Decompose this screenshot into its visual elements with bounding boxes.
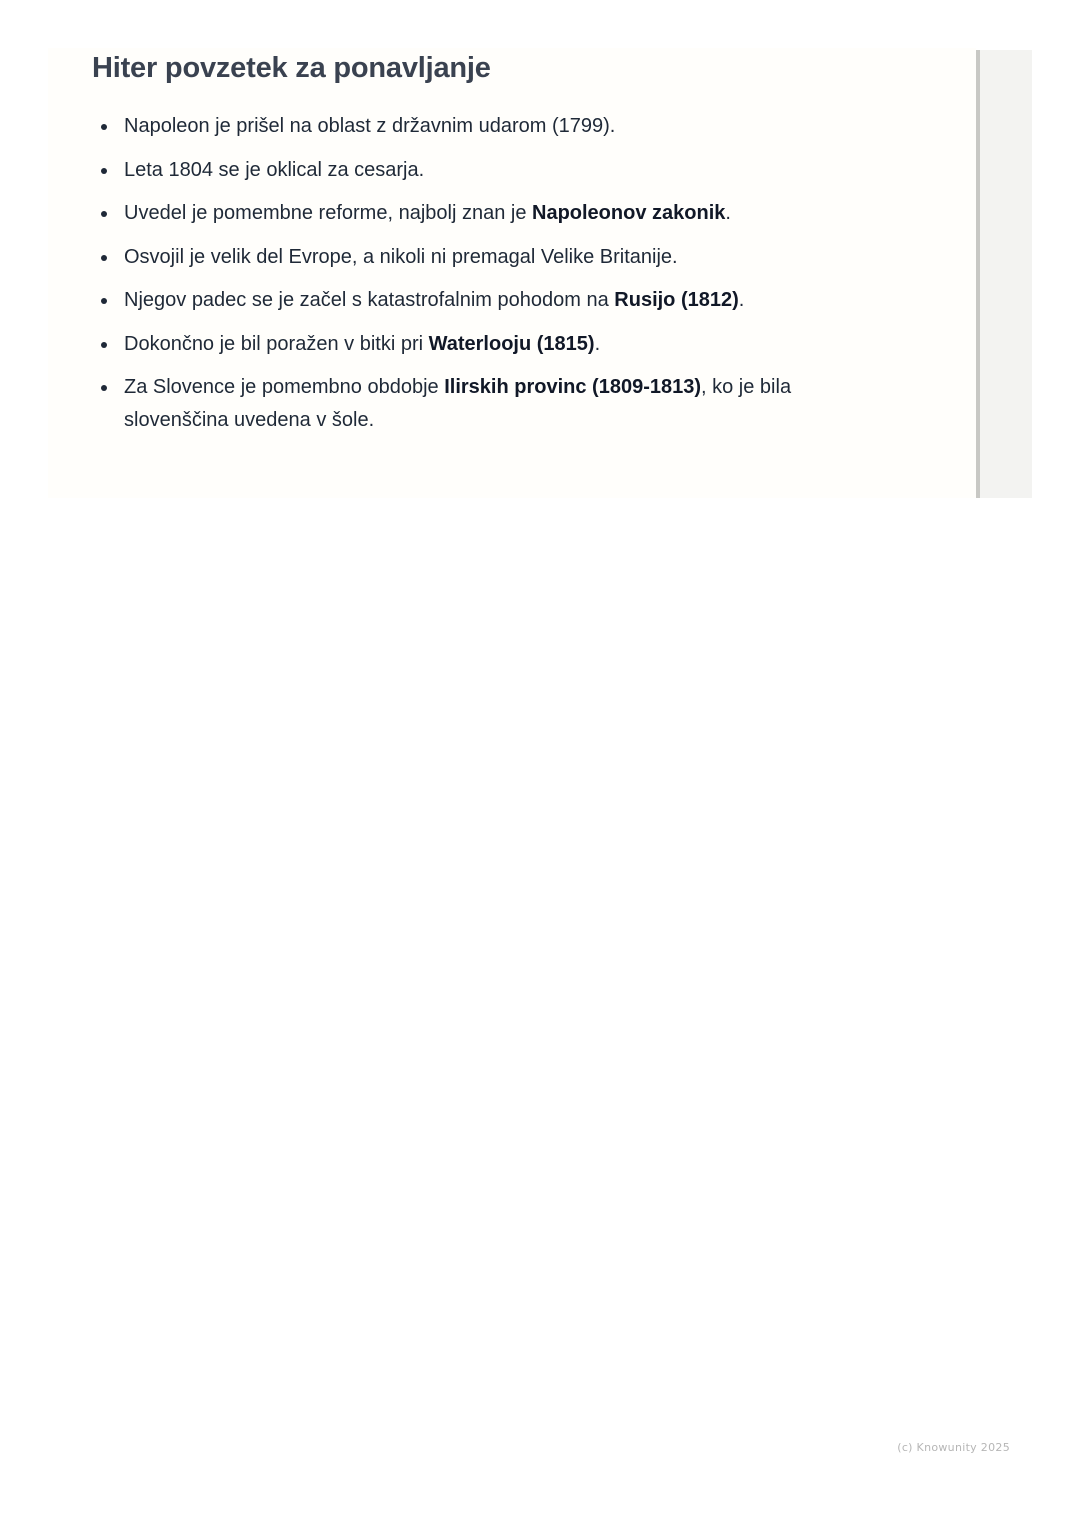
summary-list (92, 110, 812, 448)
list-item (92, 328, 812, 361)
bullet-highlight: Napoleonov zakonik (532, 202, 726, 224)
list-item (92, 154, 812, 187)
copyright-footer: (c) Knowunity 2025 (897, 1441, 1010, 1454)
bullet-text: Za Slovence je pomembno obdobje (124, 376, 445, 398)
bullet-text: , ko je bila slovenščina uvedena v šole. (124, 376, 792, 431)
bullet-text: Njegov padec se je začel s katastrofalnim pohodom na (124, 289, 615, 311)
bullet-text: Leta 1804 se je oklical za cesarja. (124, 158, 425, 181)
bullet-text: Napoleon je prišel na oblast z državnim udarom (1799). (124, 115, 616, 137)
bullet-text: . (594, 332, 601, 355)
summary-box (48, 48, 976, 498)
summary-title: Hiter povzetek za ponavljanje (92, 52, 491, 84)
list-item (92, 197, 812, 230)
bullet-text: Dokončno je bil poražen v bitki pri (124, 332, 429, 355)
list-item (92, 371, 812, 437)
side-panel (976, 50, 1032, 498)
list-item (92, 110, 812, 143)
list-item (92, 241, 812, 274)
bullet-highlight: Waterlooju (1815) (428, 332, 595, 355)
bullet-text: . (725, 202, 731, 224)
bullet-highlight: Ilirskih provinc (1809-1813) (444, 376, 702, 398)
bullet-text: Osvojil je velik del Evrope, a nikoli ni premagal Velike Britanije. (124, 245, 678, 268)
bullet-text: Uvedel je pomembne reforme, najbolj znan je (124, 202, 532, 224)
list-item (92, 284, 812, 317)
bullet-highlight: Rusijo (1812) (614, 289, 739, 311)
bullet-text: . (738, 289, 745, 311)
